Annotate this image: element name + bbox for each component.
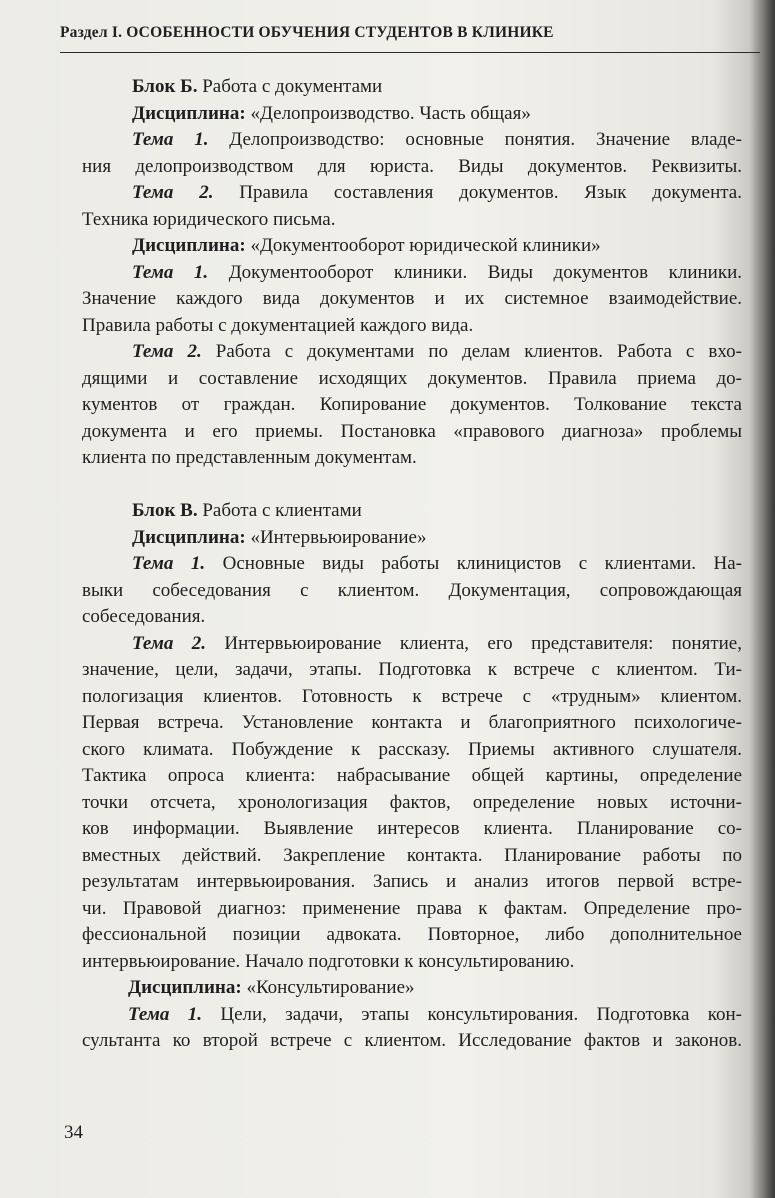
line-text: «Интервьюирование»: [245, 526, 427, 548]
text-line: [82, 1028, 742, 1055]
text-line: [82, 631, 742, 658]
section-label: Дисциплина:: [132, 526, 246, 548]
page-number: 34: [64, 1122, 83, 1143]
text-line: [82, 498, 742, 525]
text-line: [82, 74, 742, 101]
binding-shadow: [749, 0, 775, 1198]
line-text: клиента по представленным документам.: [82, 447, 417, 468]
line-text: Значение каждого вида документов и их системное взаимодействие.: [82, 288, 742, 309]
text-line: [82, 551, 742, 578]
text-line: [82, 710, 742, 737]
text-line: [82, 127, 742, 154]
text-line: [82, 949, 742, 976]
text-line: [82, 657, 742, 684]
line-text: пологизация клиентов. Готовность к встрече с «трудным» клиентом.: [82, 685, 742, 707]
line-text: ков информации. Выявление интересов клиента. Планирование со-: [82, 818, 742, 839]
text-line: [82, 843, 742, 870]
text-line: [82, 339, 742, 366]
line-text: Правила работы с документацией каждого вида.: [82, 314, 474, 336]
text-line: [82, 233, 742, 260]
line-text: Интервьюирование клиента, его представителя: понятие,: [206, 632, 742, 654]
text-line: [82, 869, 742, 896]
line-text: кументов от граждан. Копирование документов. Толкование текста: [82, 394, 742, 415]
text-line: [82, 286, 742, 313]
line-text: интервьюирование. Начало подготовки к консультированию.: [82, 950, 575, 972]
line-text: Работа с документами: [197, 76, 383, 97]
text-line: [82, 445, 742, 472]
topic-label: Тема 1.: [132, 129, 209, 150]
text-line: [82, 578, 742, 605]
text-line: [82, 922, 742, 949]
text-line: [82, 975, 742, 1002]
text-line: [82, 604, 742, 631]
topic-label: Тема 1.: [132, 261, 209, 283]
line-text: Тактика опроса клиента: набрасывание общей картины, определение: [82, 765, 742, 786]
text-line: [82, 154, 742, 181]
text-line: [82, 1002, 742, 1029]
line-text: чи. Правовой диагноз: применение права к фактам. Определение про-: [82, 897, 742, 919]
section-label: Блок Б.: [132, 76, 198, 97]
text-line: [82, 207, 742, 234]
line-text: документа и его приемы. Постановка «правового диагноза» проблемы: [82, 420, 742, 442]
line-text: собеседования.: [82, 606, 206, 627]
line-text: «Документооборот юридической клиники»: [245, 235, 601, 256]
text-line: [82, 816, 742, 843]
text-line: [82, 763, 742, 790]
header-rule: [60, 52, 760, 53]
line-text: выки собеседования с клиентом. Документация, сопровождающая: [82, 579, 742, 601]
text-line: [82, 101, 742, 128]
text-line: [82, 419, 742, 446]
text-line: [82, 896, 742, 923]
topic-label: Тема 1.: [132, 553, 206, 574]
line-text: «Делопроизводство. Часть общая»: [245, 102, 531, 124]
text-line: [82, 366, 742, 393]
section-label: Дисциплина:: [128, 977, 242, 998]
line-text: Первая встреча. Установление контакта и благоприятного психологиче-: [82, 712, 742, 733]
line-text: Правила составления документов. Язык документа.: [213, 182, 742, 203]
line-text: фессиональной позиции адвоката. Повторное, либо дополнительное: [82, 924, 742, 945]
text-line: [82, 392, 742, 419]
line-text: «Консультирование»: [241, 977, 415, 998]
topic-label: Тема 2.: [132, 632, 207, 654]
text-line: [82, 313, 742, 340]
section-label: Дисциплина:: [132, 235, 246, 256]
line-text: ния делопроизводством для юриста. Виды документов. Реквизиты.: [82, 155, 742, 177]
block-spacer: [82, 472, 742, 499]
line-text: Техника юридического письма.: [82, 208, 336, 230]
line-text: ского климата. Побуждение к рассказу. Приемы активного слушателя.: [82, 738, 742, 760]
text-line: [82, 180, 742, 207]
section-label: Дисциплина:: [132, 102, 246, 124]
text-line: [82, 260, 742, 287]
line-text: Документооборот клиники. Виды документов клиники.: [208, 261, 742, 283]
topic-label: Тема 2.: [132, 182, 214, 203]
line-text: точки отсчета, хронологизация фактов, определение новых источни-: [82, 791, 742, 813]
running-head: Раздел I. ОСОБЕННОСТИ ОБУЧЕНИЯ СТУДЕНТОВ В КЛИНИКЕ: [60, 24, 554, 41]
line-text: результатам интервьюирования. Запись и анализ итогов первой встре-: [82, 871, 742, 892]
line-text: значение, цели, задачи, этапы. Подготовка к встрече с клиентом. Ти-: [82, 659, 742, 680]
line-text: Делопроизводство: основные понятия. Значение владе-: [208, 129, 742, 150]
line-text: Работа с документами по делам клиентов. Работа с вхо-: [201, 341, 742, 362]
section-label: Блок В.: [132, 500, 198, 521]
text-line: [82, 790, 742, 817]
text-line: [82, 525, 742, 552]
text-line: [82, 737, 742, 764]
line-text: дящими и составление исходящих документов. Правила приема до-: [82, 367, 742, 389]
topic-label: Тема 1.: [128, 1003, 203, 1025]
text-line: [82, 684, 742, 711]
line-text: сультанта ко второй встрече с клиентом. Исследование фактов и законов.: [82, 1030, 742, 1051]
line-text: Основные виды работы клиницистов с клиентами. На-: [205, 553, 742, 574]
line-text: Цели, задачи, этапы консультирования. Подготовка кон-: [202, 1003, 742, 1025]
line-text: вместных действий. Закрепление контакта. Планирование работы по: [82, 844, 742, 866]
topic-label: Тема 2.: [132, 341, 202, 362]
line-text: Работа с клиентами: [197, 500, 362, 521]
body-text: [82, 74, 742, 1055]
